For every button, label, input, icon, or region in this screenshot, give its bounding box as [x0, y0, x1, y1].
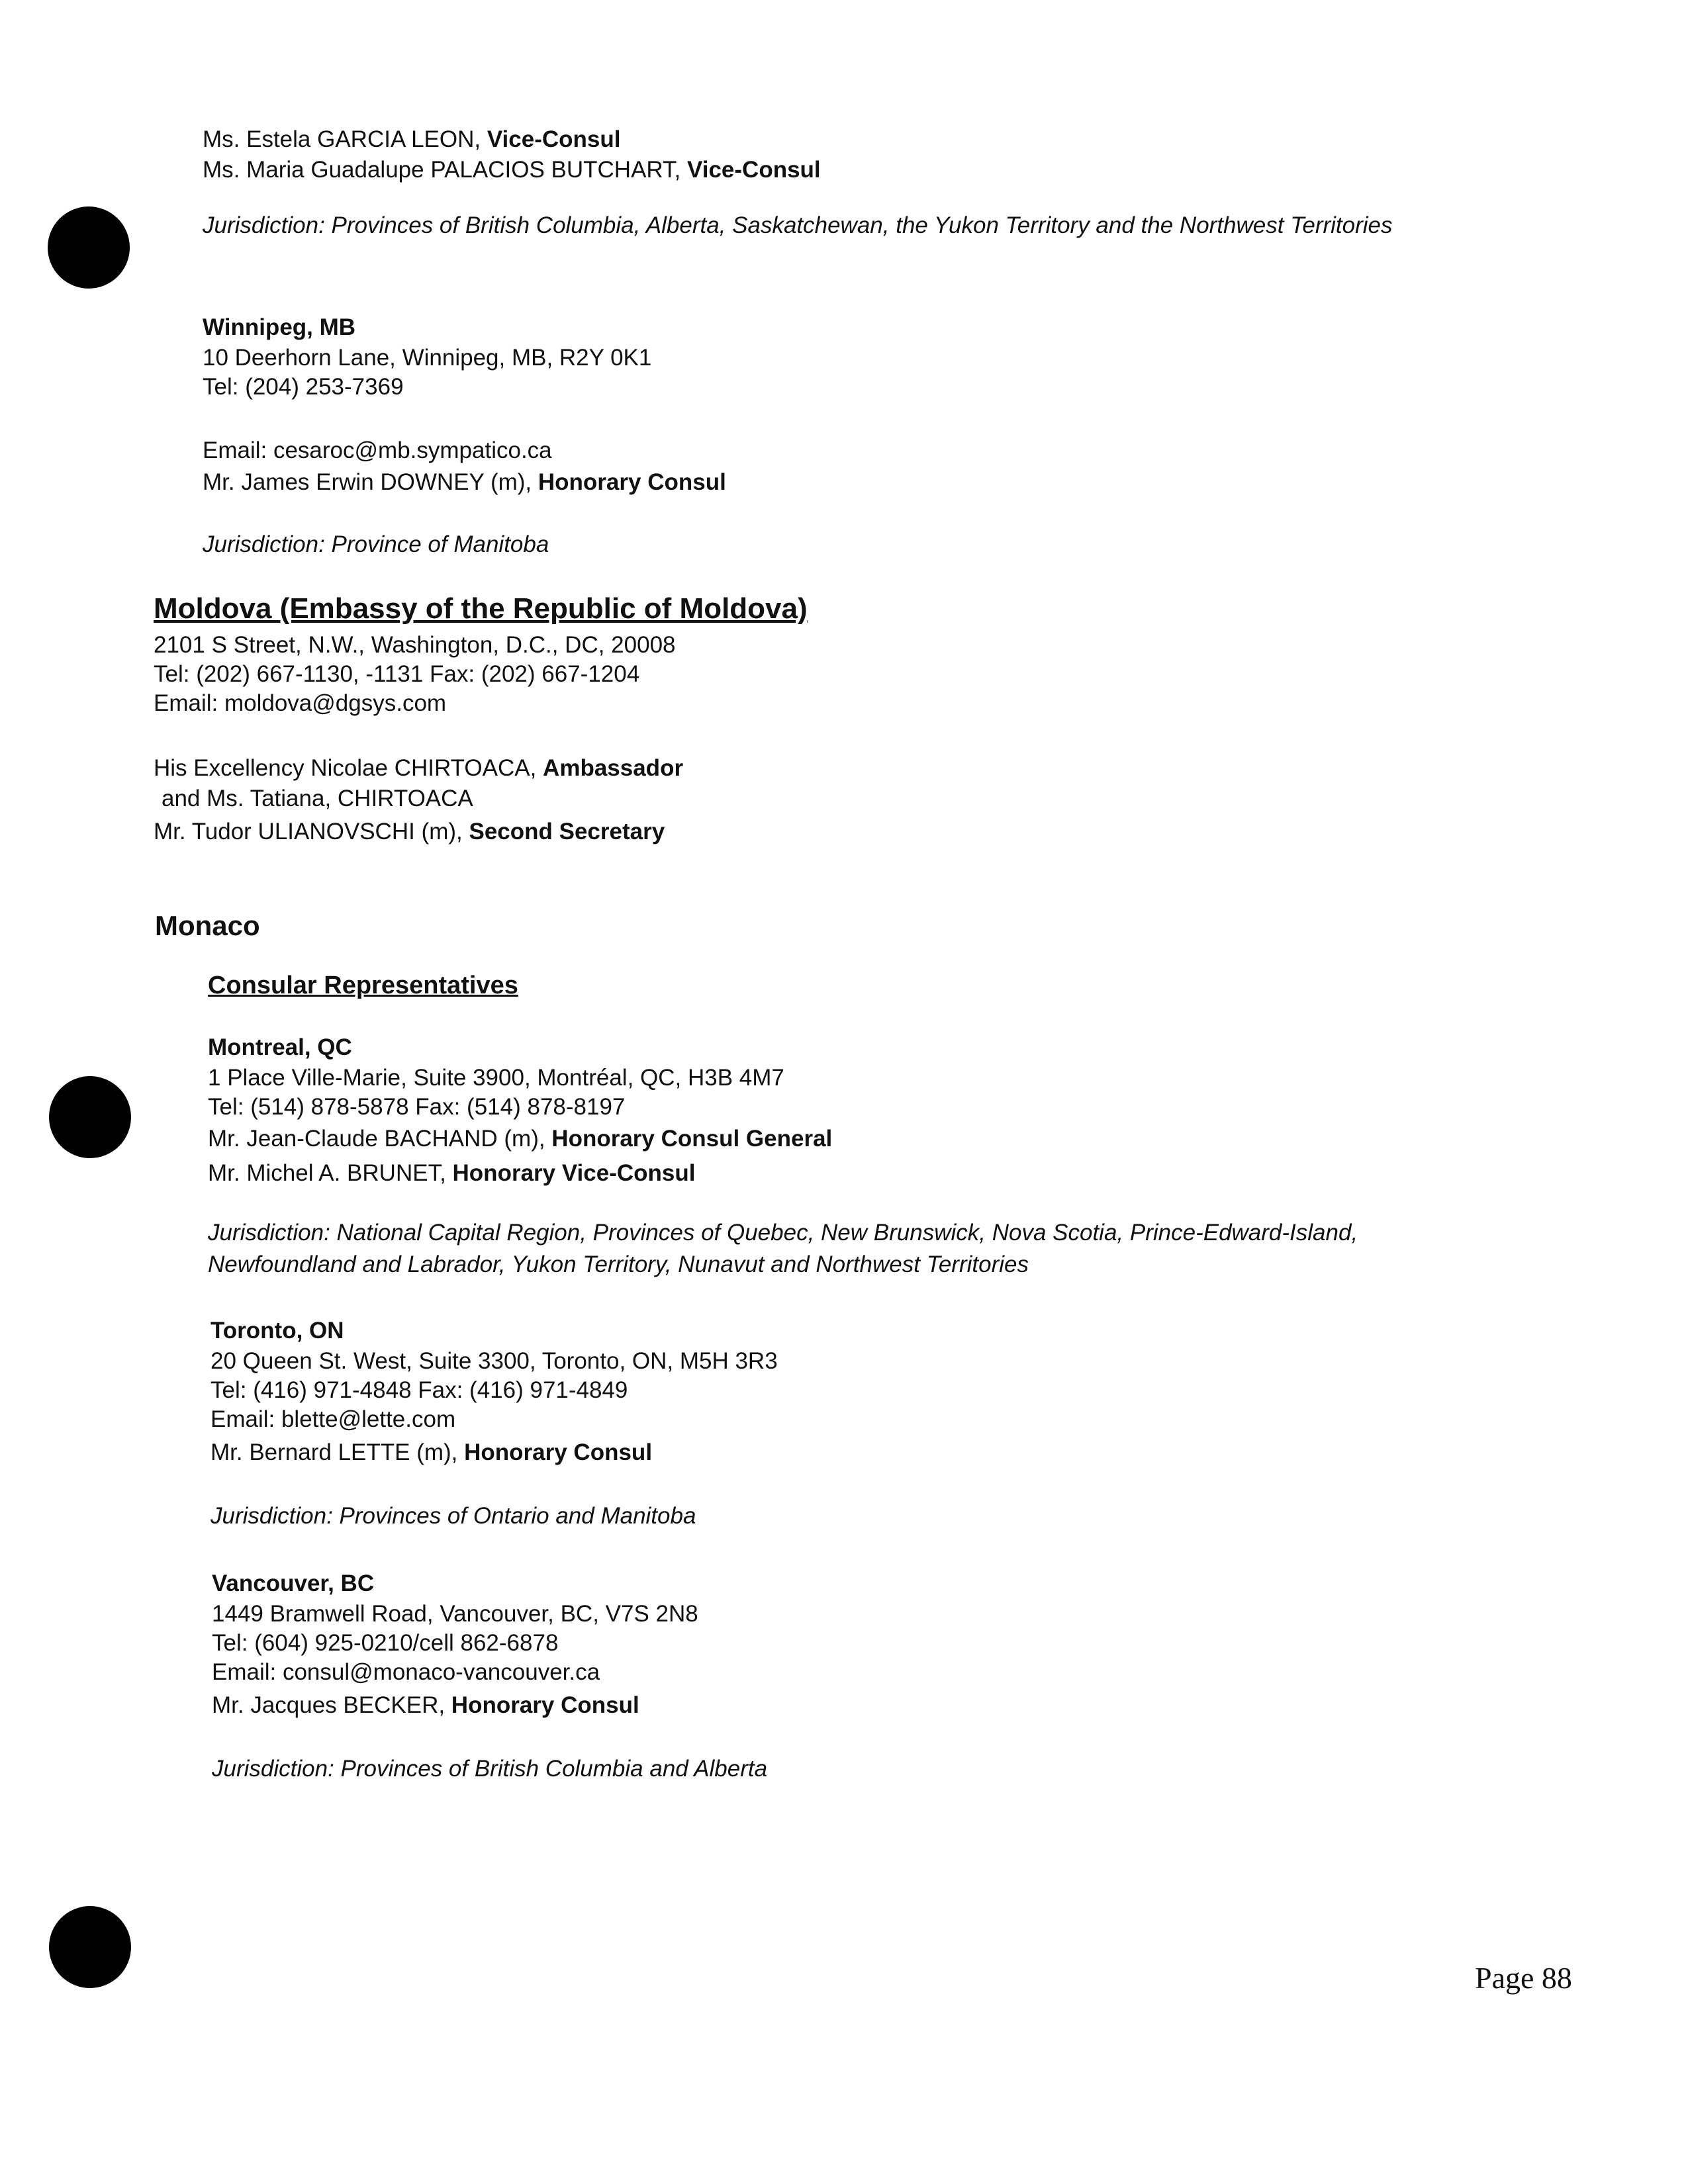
person-line	[154, 754, 683, 782]
person-name: Mr. Bernard LETTE (m),	[211, 1439, 465, 1465]
section-subheading: Consular Representatives	[208, 972, 518, 999]
punch-hole-top	[48, 206, 130, 289]
person-line	[203, 469, 726, 496]
person-name: Mr. James Erwin DOWNEY (m),	[203, 469, 538, 495]
tel-text: Tel: (204) 253-7369	[203, 374, 404, 400]
country-heading-moldova: Moldova (Embassy of the Republic of Moldova)	[154, 592, 808, 625]
person-title: Second Secretary	[469, 819, 665, 844]
person-title: Honorary Consul	[538, 469, 726, 495]
tel-text: Tel: (416) 971-4848 Fax: (416) 971-4849	[211, 1377, 628, 1403]
person-title: Honorary Consul	[464, 1439, 653, 1465]
person-name: Ms. Estela GARCIA LEON,	[203, 126, 487, 152]
person-line	[211, 1439, 652, 1467]
person-line	[208, 1125, 832, 1153]
city-heading: Montreal, QC	[208, 1034, 352, 1060]
jurisdiction-text: Jurisdiction: Provinces of British Columbia, Alberta, Saskatchewan, the Yukon Territory and the Northwest Territories	[203, 212, 1393, 238]
tel-text: Tel: (514) 878-5878 Fax: (514) 878-8197	[208, 1094, 626, 1120]
address-text: 1449 Bramwell Road, Vancouver, BC, V7S 2N8	[212, 1601, 698, 1627]
person-line	[203, 126, 620, 154]
person-name: Mr. Tudor ULIANOVSCHI (m),	[154, 819, 469, 844]
city-heading: Toronto, ON	[211, 1318, 344, 1343]
tel-text: Tel: (604) 925-0210/cell 862-6878	[212, 1630, 559, 1656]
person-name: Mr. Jacques BECKER,	[212, 1692, 451, 1718]
person-title: Ambassador	[543, 755, 684, 781]
person-name: Ms. Maria Guadalupe PALACIOS BUTCHART,	[203, 157, 688, 183]
city-heading: Winnipeg, MB	[203, 314, 356, 340]
person-line	[203, 156, 821, 184]
jurisdiction-text: Jurisdiction: Provinces of British Columbia and Alberta	[212, 1756, 768, 1782]
person-line	[208, 1160, 695, 1187]
jurisdiction-text: Jurisdiction: Province of Manitoba	[203, 531, 549, 557]
address-text: 2101 S Street, N.W., Washington, D.C., DC, 20008	[154, 632, 676, 658]
person-name: Mr. Jean-Claude BACHAND (m),	[208, 1126, 552, 1152]
jurisdiction-text: Jurisdiction: National Capital Region, Provinces of Quebec, New Brunswick, Nova Scotia, Prince-Edward-Island,	[208, 1220, 1358, 1246]
jurisdiction-text: Jurisdiction: Provinces of Ontario and Manitoba	[211, 1503, 696, 1529]
country-heading-monaco: Monaco	[155, 910, 260, 941]
address-text: 10 Deerhorn Lane, Winnipeg, MB, R2Y 0K1	[203, 345, 652, 371]
person-title: Honorary Vice-Consul	[452, 1160, 696, 1186]
person-line	[212, 1692, 639, 1719]
email-text: Email: cesaroc@mb.sympatico.ca	[203, 437, 552, 463]
person-title: Vice-Consul	[687, 157, 821, 183]
person-line	[154, 818, 665, 846]
address-text: 1 Place Ville-Marie, Suite 3900, Montréal, QC, H3B 4M7	[208, 1065, 784, 1091]
punch-hole-middle	[49, 1076, 131, 1158]
email-text: Email: blette@lette.com	[211, 1406, 456, 1432]
address-text: 20 Queen St. West, Suite 3300, Toronto, ON, M5H 3R3	[211, 1348, 778, 1374]
spouse-text: and Ms. Tatiana, CHIRTOACA	[162, 786, 473, 811]
person-name: Mr. Michel A. BRUNET,	[208, 1160, 453, 1186]
tel-text: Tel: (202) 667-1130, -1131 Fax: (202) 667-1204	[154, 661, 640, 687]
city-heading: Vancouver, BC	[212, 1570, 375, 1596]
person-title: Honorary Consul General	[551, 1126, 833, 1152]
jurisdiction-text: Newfoundland and Labrador, Yukon Territory, Nunavut and Northwest Territories	[208, 1251, 1029, 1277]
person-title: Vice-Consul	[487, 126, 621, 152]
punch-hole-bottom	[49, 1906, 131, 1988]
page-number: Page 88	[1475, 1961, 1572, 1995]
email-text: Email: consul@monaco-vancouver.ca	[212, 1659, 600, 1685]
email-text: Email: moldova@dgsys.com	[154, 690, 447, 716]
person-title: Honorary Consul	[451, 1692, 639, 1718]
person-name: His Excellency Nicolae CHIRTOACA,	[154, 755, 543, 781]
